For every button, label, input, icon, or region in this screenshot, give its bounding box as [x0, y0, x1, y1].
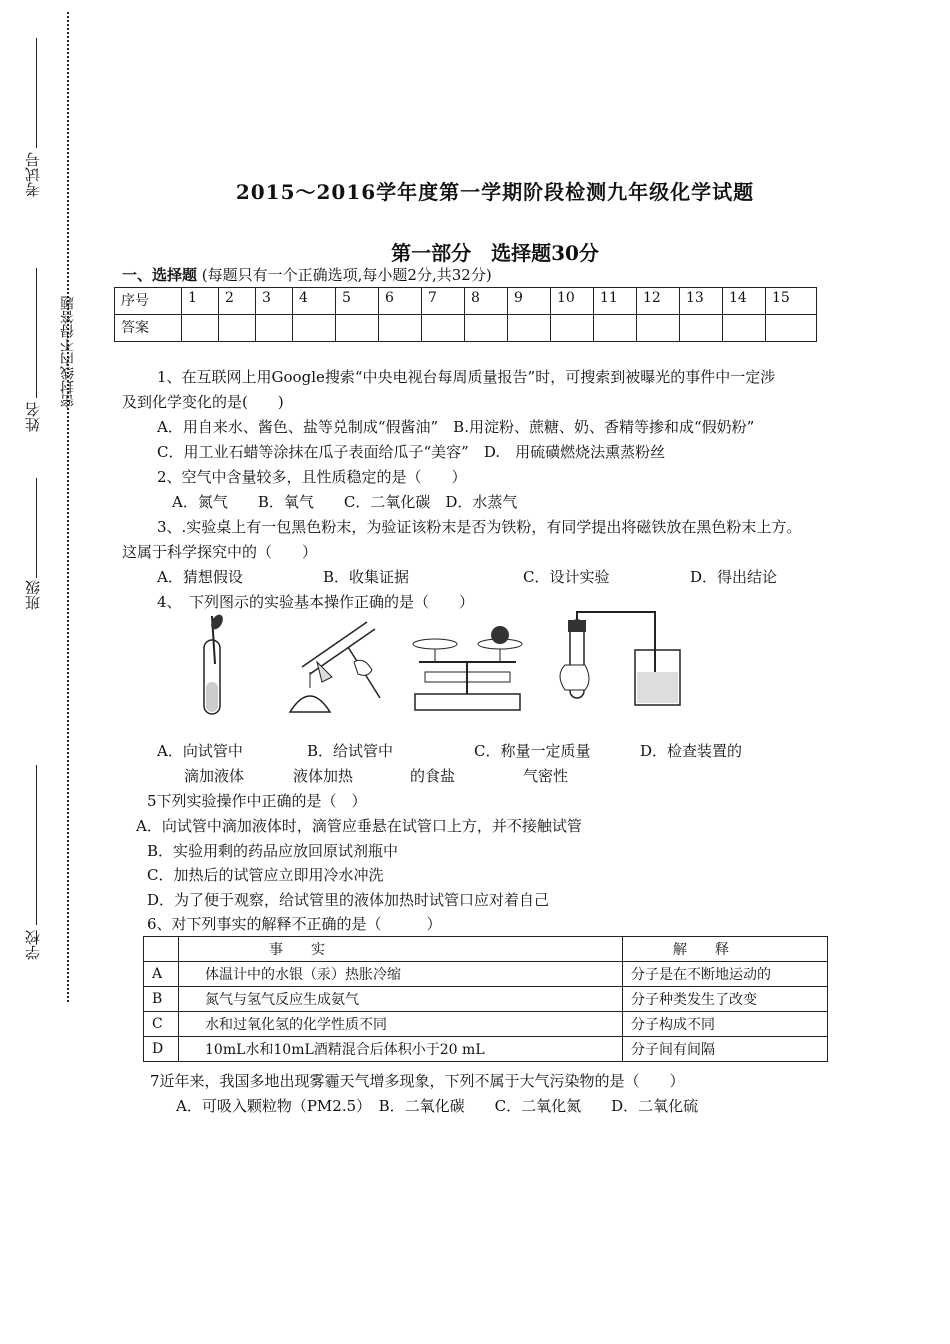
q3-option-c: C．设计实验	[523, 568, 610, 586]
q5-option-a: A．向试管中滴加液体时，滴管应垂悬在试管口上方，并不接触试管	[136, 817, 582, 835]
q4-option-b: B．给试管中	[307, 742, 394, 760]
exam-no-fill-line[interactable]	[36, 38, 37, 148]
grid-number: 7	[422, 288, 465, 315]
grid-number: 4	[293, 288, 336, 315]
row-fact: 体温计中的水银（汞）热胀冷缩	[179, 962, 623, 987]
grid-number: 13	[680, 288, 723, 315]
grid-number: 15	[766, 288, 817, 315]
grid-number: 14	[723, 288, 766, 315]
q4-option-c: C．称量一定质量	[474, 742, 591, 760]
q3-option-a: A．猜想假设	[157, 568, 243, 586]
grid-number: 6	[379, 288, 422, 315]
answer-cell[interactable]	[293, 315, 336, 342]
sealed-note: 密封线内不得答题	[60, 296, 76, 408]
q5-option-d: D．为了便于观察，给试管里的液体加热时试管口应对着自己	[147, 891, 550, 909]
answer-cell[interactable]	[465, 315, 508, 342]
q4-option-a-cont: 滴加液体	[184, 767, 245, 785]
table-row	[144, 987, 828, 1012]
answer-cell[interactable]	[182, 315, 219, 342]
part-title: 第一部分 选择题30分	[391, 241, 599, 265]
q4-stem: 4、 下列图示的实验基本操作正确的是（ ）	[157, 593, 475, 611]
table-row	[144, 962, 828, 987]
row-fact: 10mL水和10mL酒精混合后体积小于20 mL	[179, 1037, 623, 1062]
row-explanation: 分子是在不断地运动的	[623, 962, 828, 987]
row-explanation: 分子种类发生了改变	[623, 987, 828, 1012]
row-explanation: 分子间有间隔	[623, 1037, 828, 1062]
q3-stem: 3、.实验桌上有一包黑色粉末，为验证该粉末是否为铁粉，有同学提出将磁铁放在黑色粉末上方。	[157, 518, 802, 536]
name-fill-line[interactable]	[36, 268, 37, 398]
answer-cell[interactable]	[637, 315, 680, 342]
grid-number: 9	[508, 288, 551, 315]
row-fact: 水和过氧化氢的化学性质不同	[179, 1012, 623, 1037]
school-label: 学校	[24, 930, 42, 960]
dropper-test-tube-figure	[195, 612, 235, 720]
row-key: C	[144, 1012, 179, 1037]
table-row	[144, 1012, 828, 1037]
q3-option-b: B．收集证据	[323, 568, 410, 586]
page-title: 2015～2016学年度第一学期阶段检测九年级化学试题	[235, 180, 755, 204]
q7-stem: 7近年来，我国多地出现雾霾天气增多现象，下列不属于大气污染物的是（ ）	[150, 1072, 685, 1090]
row-key: A	[144, 962, 179, 987]
answer-cell[interactable]	[508, 315, 551, 342]
grid-number: 10	[551, 288, 594, 315]
q3-stem-cont: 这属于科学探究中的（ ）	[122, 543, 318, 561]
q6-table	[143, 936, 828, 1062]
q4-option-a: A．向试管中	[157, 742, 243, 760]
table-corner	[144, 937, 179, 962]
answer-cell[interactable]	[680, 315, 723, 342]
q1-options-cd: C．用工业石蜡等涂抹在瓜子表面给瓜子“美容” D. 用硫磺燃烧法熏蒸粉丝	[157, 443, 666, 461]
q6-stem: 6、对下列事实的解释不正确的是（ ）	[147, 915, 442, 933]
row-key: D	[144, 1037, 179, 1062]
seal-dotted-line	[67, 12, 69, 1002]
answer-cell[interactable]	[766, 315, 817, 342]
q1-stem-cont: 及到化学变化的是( )	[122, 393, 284, 411]
q4-option-c-cont: 的食盐	[410, 767, 456, 785]
q4-option-d-cont: 气密性	[523, 767, 569, 785]
q2-options: A．氮气 B．氧气 C．二氧化碳 D．水蒸气	[172, 493, 518, 511]
q1-options-ab: A．用自来水、酱色、盐等兑制成“假酱油” B.用淀粉、蔗糖、奶、香精等掺和成“假奶粉”	[157, 418, 755, 436]
row-label-answer: 答案	[115, 315, 182, 342]
answer-cell[interactable]	[551, 315, 594, 342]
q5-option-b: B．实验用剩的药品应放回原试剂瓶中	[147, 842, 399, 860]
row-explanation: 分子构成不同	[623, 1012, 828, 1037]
header-fact: 事 实	[179, 937, 623, 962]
grid-number: 11	[594, 288, 637, 315]
exam-no-label: 考试号	[24, 152, 42, 197]
answer-cell[interactable]	[256, 315, 293, 342]
section-heading-label: 一、选择题	[122, 266, 198, 284]
q4-option-d: D．检查装置的	[640, 742, 743, 760]
header-explanation: 解 释	[623, 937, 828, 962]
answer-cell[interactable]	[379, 315, 422, 342]
balance-scale-figure	[405, 622, 530, 714]
heating-test-tube-figure	[282, 612, 392, 720]
answer-cell[interactable]	[422, 315, 465, 342]
grid-number: 8	[465, 288, 508, 315]
answer-grid	[114, 287, 817, 342]
class-label: 班级	[24, 580, 42, 610]
q1-stem: 1、在互联网上用Google搜索“中央电视台每周质量报告”时，可搜索到被曝光的事件中一定涉	[157, 368, 776, 386]
answer-cell[interactable]	[219, 315, 256, 342]
section-heading	[122, 264, 492, 285]
section-note: (每题只有一个正确选项,每小题2分,共32分)	[201, 266, 492, 284]
airtightness-check-figure	[555, 610, 685, 710]
row-key: B	[144, 987, 179, 1012]
q3-option-d: D．得出结论	[690, 568, 778, 586]
q7-options: A．可吸入颗粒物（PM2.5） B．二氧化碳 C．二氧化氮 D．二氧化硫	[176, 1097, 699, 1115]
class-fill-line[interactable]	[36, 478, 37, 578]
row-fact: 氮气与氢气反应生成氨气	[179, 987, 623, 1012]
q5-stem: 5下列实验操作中正确的是（ ）	[147, 792, 367, 810]
name-label: 姓名	[24, 402, 42, 432]
q5-option-c: C．加热后的试管应立即用冷水冲洗	[147, 866, 384, 884]
grid-number: 1	[182, 288, 219, 315]
grid-number: 5	[336, 288, 379, 315]
grid-number: 2	[219, 288, 256, 315]
answer-cell[interactable]	[594, 315, 637, 342]
q2-stem: 2、空气中含量较多，且性质稳定的是（ ）	[157, 468, 467, 486]
answer-cell[interactable]	[336, 315, 379, 342]
table-row	[144, 1037, 828, 1062]
q4-option-b-cont: 液体加热	[293, 767, 354, 785]
answer-cell[interactable]	[723, 315, 766, 342]
grid-number: 12	[637, 288, 680, 315]
row-label-number: 序号	[115, 288, 182, 315]
school-fill-line[interactable]	[36, 765, 37, 925]
grid-number: 3	[256, 288, 293, 315]
